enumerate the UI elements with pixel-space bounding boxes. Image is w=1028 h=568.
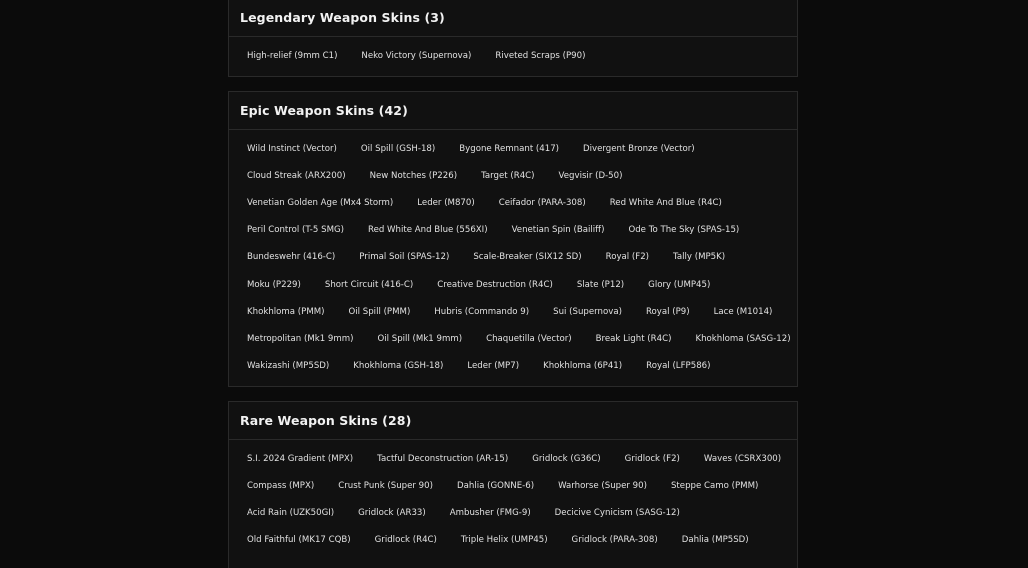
skin-item[interactable]: Vegvisir (D-50) — [558, 170, 623, 181]
skin-item[interactable]: Gridlock (PARA-308) — [571, 535, 658, 546]
skin-row — [229, 42, 797, 69]
skin-item[interactable]: Creative Destruction (R4C) — [437, 279, 553, 290]
skin-row — [229, 271, 797, 298]
skin-item[interactable]: Oil Spill (Mk1 9mm) — [377, 333, 463, 344]
skin-item[interactable]: Triple Helix (UMP45) — [460, 535, 548, 546]
skins-list — [229, 130, 797, 380]
skin-row — [229, 135, 797, 162]
skin-item[interactable]: Bundeswehr (416-C) — [247, 252, 336, 263]
skins-list — [229, 37, 797, 69]
skin-item[interactable]: Dahlia (GONNE-6) — [456, 480, 535, 491]
legendary-skins-section — [228, 0, 798, 77]
skins-list — [229, 440, 797, 554]
skin-item[interactable]: Crust Punk (Super 90) — [338, 480, 433, 491]
skin-item[interactable]: New Notches (P226) — [369, 170, 458, 181]
skin-row — [229, 162, 797, 189]
skin-item[interactable]: Wild Instinct (Vector) — [247, 143, 337, 154]
skin-item[interactable]: Waves (CSRX300) — [703, 453, 782, 464]
section-title: Epic Weapon Skins (42) — [240, 103, 408, 118]
epic-skins-section — [228, 91, 798, 387]
section-title: Rare Weapon Skins (28) — [240, 413, 412, 428]
skin-item[interactable]: Gridlock (F2) — [624, 453, 680, 464]
skin-item[interactable]: Gridlock (G36C) — [532, 453, 601, 464]
skin-item[interactable]: Cloud Streak (ARX200) — [247, 170, 346, 181]
skin-row — [229, 325, 797, 352]
skin-item[interactable]: Metropolitan (Mk1 9mm) — [247, 333, 354, 344]
rare-skins-section — [228, 401, 798, 568]
skin-item[interactable]: Venetian Spin (Bailiff) — [511, 225, 605, 236]
skin-item[interactable]: Venetian Golden Age (Mx4 Storm) — [247, 197, 394, 208]
skin-item[interactable]: Wakizashi (MP5SD) — [247, 361, 330, 372]
skin-item[interactable]: Ceifador (PARA-308) — [498, 197, 586, 208]
skin-item[interactable]: Royal (LFP586) — [646, 361, 711, 372]
skin-item[interactable]: Tactful Deconstruction (AR-15) — [377, 453, 509, 464]
skin-item[interactable]: Moku (P229) — [247, 279, 301, 290]
skin-item[interactable]: Decicive Cynicism (SASG-12) — [554, 507, 680, 518]
skin-row — [229, 527, 797, 554]
skin-item[interactable]: Red White And Blue (R4C) — [609, 197, 722, 208]
skin-item[interactable]: Khokhloma (SASG-12) — [695, 333, 791, 344]
skin-row — [229, 472, 797, 499]
section-header — [229, 402, 797, 440]
skin-row — [229, 445, 797, 472]
skin-item[interactable]: Warhorse (Super 90) — [558, 480, 647, 491]
skin-item[interactable]: Glory (UMP45) — [648, 279, 711, 290]
skin-item[interactable]: Royal (P9) — [645, 306, 690, 317]
skin-item[interactable]: Hubris (Commando 9) — [434, 306, 530, 317]
skin-item[interactable]: Oil Spill (PMM) — [348, 306, 411, 317]
skin-item[interactable]: Khokhloma (6P41) — [543, 361, 623, 372]
skin-item[interactable]: Lace (M1014) — [713, 306, 773, 317]
skin-item[interactable]: Slate (P12) — [576, 279, 625, 290]
skin-item[interactable]: Riveted Scraps (P90) — [495, 50, 586, 61]
skin-item[interactable]: Bygone Remnant (417) — [459, 143, 560, 154]
skin-item[interactable]: Acid Rain (UZK50GI) — [247, 507, 335, 518]
skin-item[interactable]: Chaquetilla (Vector) — [486, 333, 572, 344]
skin-item[interactable]: Compass (MPX) — [247, 480, 315, 491]
skin-item[interactable]: Ambusher (FMG-9) — [449, 507, 531, 518]
skin-item[interactable]: High-relief (9mm C1) — [247, 50, 338, 61]
skin-item[interactable]: Sui (Supernova) — [553, 306, 622, 317]
skin-item[interactable]: Target (R4C) — [481, 170, 535, 181]
skin-item[interactable]: Steppe Camo (PMM) — [670, 480, 759, 491]
skin-row — [229, 217, 797, 244]
skin-item[interactable]: Primal Soil (SPAS-12) — [359, 252, 450, 263]
skin-item[interactable]: Divergent Bronze (Vector) — [583, 143, 695, 154]
section-title: Legendary Weapon Skins (3) — [240, 10, 445, 25]
skin-row — [229, 499, 797, 526]
skin-item[interactable]: Gridlock (R4C) — [374, 535, 437, 546]
skin-item[interactable]: Royal (F2) — [605, 252, 650, 263]
skin-item[interactable]: S.I. 2024 Gradient (MPX) — [247, 453, 354, 464]
skin-item[interactable]: Leder (MP7) — [467, 361, 520, 372]
section-header — [229, 92, 797, 130]
skin-row — [229, 189, 797, 216]
skin-item[interactable]: Dahlia (MP5SD) — [681, 535, 749, 546]
skin-item[interactable]: Scale-Breaker (SIX12 SD) — [473, 252, 582, 263]
skin-item[interactable]: Neko Victory (Supernova) — [361, 50, 472, 61]
skin-item[interactable]: Khokhloma (PMM) — [247, 306, 325, 317]
skin-item[interactable]: Short Circuit (416-C) — [324, 279, 414, 290]
skin-row — [229, 298, 797, 325]
skin-item[interactable]: Break Light (R4C) — [595, 333, 672, 344]
skin-item[interactable]: Oil Spill (GSH-18) — [360, 143, 436, 154]
section-header — [229, 0, 797, 37]
skin-item[interactable]: Old Faithful (MK17 CQB) — [247, 535, 351, 546]
skin-item[interactable]: Gridlock (AR33) — [358, 507, 426, 518]
skin-item[interactable]: Tally (MP5K) — [673, 252, 726, 263]
skin-item[interactable]: Ode To The Sky (SPAS-15) — [628, 225, 740, 236]
skin-item[interactable]: Khokhloma (GSH-18) — [353, 361, 444, 372]
skin-item[interactable]: Leder (M870) — [417, 197, 475, 208]
skin-item[interactable]: Peril Control (T-5 SMG) — [247, 225, 344, 236]
skin-row — [229, 244, 797, 271]
skin-row — [229, 353, 797, 380]
skin-item[interactable]: Red White And Blue (556XI) — [368, 225, 488, 236]
